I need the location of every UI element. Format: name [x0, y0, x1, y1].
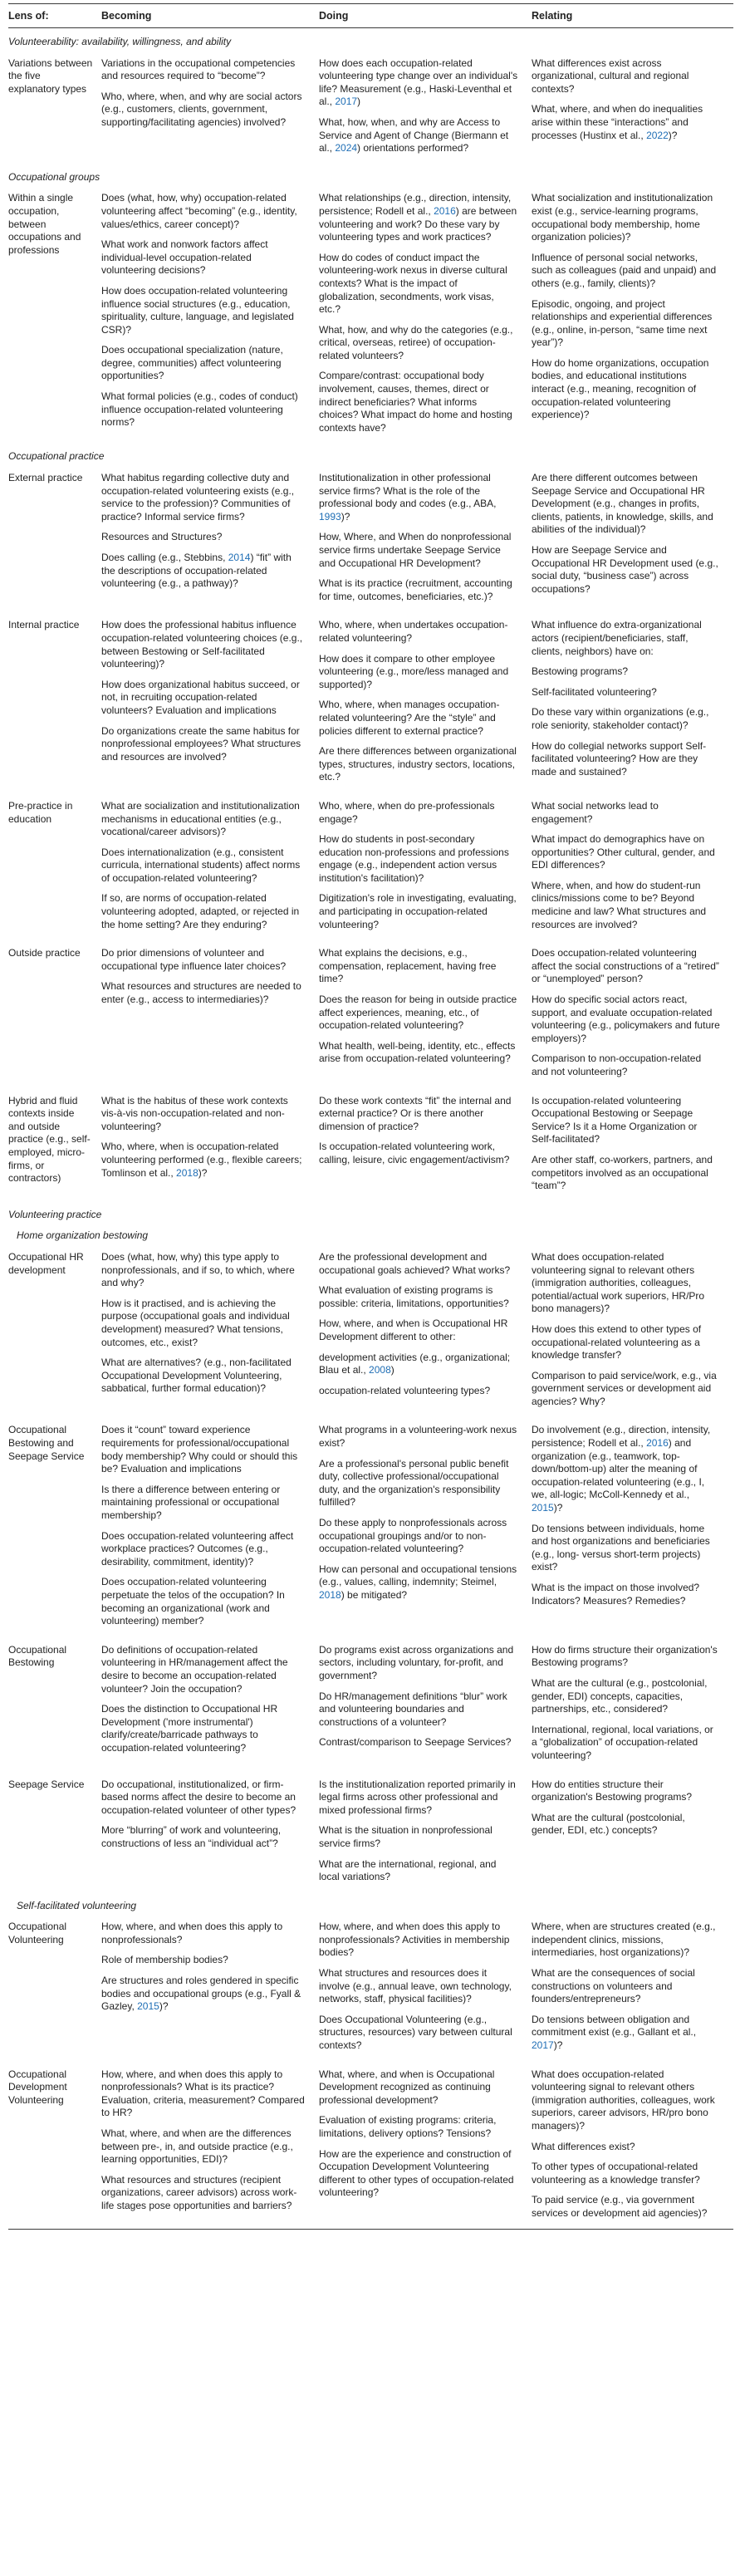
question-paragraph: Digitization's role in investigating, evaluating, and participating in occupation-related volunteering?	[319, 892, 517, 930]
relating-cell	[532, 2061, 733, 2229]
doing-cell	[319, 1913, 532, 2060]
question-paragraph: More “blurring” of work and volunteering, constructions of less an “individual act”?	[101, 1824, 282, 1849]
question-paragraph: Who, where, when do pre-professionals engage?	[319, 799, 495, 825]
question-paragraph: Where, when, and how do student-run clinics/missions come to be? Beyond medicine and law? What structures and resources are involved?	[532, 879, 707, 930]
question-paragraph: What differences exist?	[532, 2140, 635, 2152]
question-paragraph: Does occupation-related volunteering perpetuate the telos of the occupation? In becoming an organizational (work and volunteering) member?	[101, 1576, 285, 1627]
table-row	[8, 2061, 733, 2229]
table-row	[8, 1771, 733, 1892]
question-paragraph: Is the institutionalization reported primarily in legal firms across other professional and mixed professional firms?	[319, 1778, 516, 1816]
becoming-cell	[101, 1416, 319, 1636]
question-paragraph: Who, where, when undertakes occupation-related volunteering?	[319, 619, 508, 644]
relating-cell	[532, 464, 733, 611]
becoming-cell	[101, 1087, 319, 1201]
question-paragraph: Bestowing programs?	[532, 665, 629, 678]
question-paragraph: Resources and Structures?	[101, 531, 223, 543]
header-row	[8, 4, 733, 28]
question-paragraph: Influence of personal social networks, such as colleagues (paid and unpaid) and others (e.g., family, clients)?	[532, 251, 717, 289]
lens-label: Occupational Bestowing	[8, 1643, 67, 1669]
question-paragraph: What is the habitus of these work contexts vis-à-vis non-occupation-related and non-volunteering?	[101, 1094, 288, 1132]
table-row	[8, 184, 733, 443]
header-becoming: Becoming	[101, 4, 319, 28]
becoming-cell	[101, 1913, 319, 2060]
question-paragraph: How do codes of conduct impact the volunteering-work nexus in diverse cultural contexts? What is the impact of globalization, secondments, work visas, etc.?	[319, 251, 507, 316]
question-paragraph: What work and nonwork factors affect individual-level occupation-related volunteering decisions?	[101, 238, 268, 277]
question-paragraph: What, where, and when are the differences between pre-, in, and outside practice (e.g., learning opportunities, EDI)?	[101, 2127, 293, 2166]
relating-cell	[532, 184, 733, 443]
question-paragraph: What, where, and when is Occupational Development recognized as continuing professional development?	[319, 2068, 495, 2106]
question-paragraph: Does Occupational Volunteering (e.g., structures, resources) vary between cultural contexts?	[319, 2013, 512, 2052]
question-paragraph: Do prior dimensions of volunteer and occupational type influence later choices?	[101, 947, 287, 972]
relating-cell	[532, 1636, 733, 1771]
becoming-cell	[101, 792, 319, 940]
becoming-cell	[101, 1636, 319, 1771]
question-paragraph: How, where, and when does this apply to nonprofessionals?	[101, 1921, 283, 1945]
question-paragraph: To other types of occupational-related volunteering as a knowledge transfer?	[532, 2161, 700, 2186]
table-row	[8, 1913, 733, 2060]
question-paragraph: How are Seepage Service and Occupational HR Development used (e.g., social duty, “business case”) across occupations?	[532, 544, 718, 595]
question-paragraph: What evaluation of existing programs is possible: criteria, limitations, opportunities?	[319, 1284, 509, 1309]
question-paragraph: Who, where, when is occupation-related volunteering performed (e.g., flexible careers; Tomlinson et al., 2018)?	[101, 1141, 302, 1179]
question-paragraph: How do collegial networks support Self-facilitated volunteering? How are they made and sustained?	[532, 739, 707, 778]
question-paragraph: What influence do extra-organizational actors (recipient/beneficiaries, staff, clients, neighbors) have on:	[532, 619, 702, 657]
lens-label: Hybrid and fluid contexts inside and outside practice (e.g., self-employed, micro-firms, or contractors)	[8, 1094, 91, 1185]
citation-link[interactable]: 2017	[335, 96, 358, 108]
question-paragraph: Does (what, how, why) this type apply to nonprofessionals, and if so, to which, where and why?	[101, 1250, 295, 1289]
question-paragraph: What are the consequences of social constructions on volunteers and founders/entrepreneurs?	[532, 1967, 695, 2005]
question-paragraph: What is the situation in nonprofessional service firms?	[319, 1824, 493, 1849]
question-paragraph: How does the professional habitus influence occupation-related volunteering choices (e.g., between Bestowing or Self-facilitated volunteering)?	[101, 619, 303, 670]
lens-label: Occupational Bestowing and Seepage Service	[8, 1424, 85, 1462]
question-paragraph: How do students in post-secondary education non-professions and professions engage (e.g., independent action versus institution's facilitation)?	[319, 833, 509, 884]
doing-cell	[319, 50, 532, 164]
table-row	[8, 940, 733, 1087]
question-paragraph: To paid service (e.g., via government services or development aid agencies)?	[532, 2194, 708, 2219]
header-lens-of: Lens of:	[8, 4, 101, 28]
section-title: Occupational practice	[8, 450, 105, 463]
table-header	[8, 4, 733, 28]
question-paragraph: How do entities structure their organization's Bestowing programs?	[532, 1778, 693, 1803]
question-paragraph: What is the impact on those involved? Indicators? Measures? Remedies?	[532, 1582, 700, 1607]
question-paragraph: How does organizational habitus succeed, or not, in recruiting occupation-related volunteers? Evaluation and implications	[101, 678, 300, 716]
relating-cell	[532, 1416, 733, 1636]
citation-link[interactable]: 2018	[319, 1589, 341, 1601]
question-paragraph: How does this extend to other types of occupational-related volunteering as a knowledge transfer?	[532, 1322, 702, 1362]
becoming-cell	[101, 1771, 319, 1892]
becoming-cell	[101, 50, 319, 164]
question-paragraph: How, where, and when does this apply to nonprofessionals? What is its practice? Evaluation, criteria, measurement? Compared to HR?	[101, 2068, 305, 2119]
question-paragraph: Does occupation-related volunteering affect the social constructions of a “retired” or “unemployed” person?	[532, 947, 719, 985]
question-paragraph: What, how, when, and why are Access to Service and Agent of Change (Biermann et al., 2024) orientations performed?	[319, 115, 509, 155]
relating-cell	[532, 1913, 733, 2060]
question-paragraph: Does the distinction to Occupational HR Development ('more instrumental') clarify/create/barricade pathways to occupation-related volunteering?	[101, 1703, 278, 1754]
question-paragraph: What differences exist across organizational, cultural and regional contexts?	[532, 56, 689, 95]
question-paragraph: Does occupation-related volunteering affect workplace practices? Outcomes (e.g., desirability, commitment, identity)?	[101, 1529, 294, 1568]
doing-cell	[319, 1416, 532, 1636]
table-row	[8, 1636, 733, 1771]
question-paragraph: What explains the decisions, e.g., compensation, replacement, having free time?	[319, 947, 497, 985]
section-title: Volunteerability: availability, willingness, and ability	[8, 36, 232, 47]
question-paragraph: Does calling (e.g., Stebbins, 2014) “fit” with the descriptions of occupation-related volunteering (e.g., a pathway)?	[101, 552, 292, 590]
question-paragraph: What impact do demographics have on opportunities? Other cultural, gender, and EDI differences?	[532, 833, 715, 871]
lens-label: Occupational Volunteering	[8, 1921, 67, 1945]
question-paragraph: Do tensions between individuals, home and host organizations and beneficiaries (e.g., long- versus short-term projects) exist?	[532, 1522, 710, 1573]
question-paragraph: Do tensions between obligation and commitment exist (e.g., Gallant et al., 2017)?	[532, 2013, 697, 2052]
header-relating: Relating	[532, 4, 733, 28]
relating-cell	[532, 1087, 733, 1201]
section-title-row	[8, 1201, 733, 1223]
question-paragraph: What are the international, regional, and local variations?	[319, 1857, 497, 1883]
doing-cell	[319, 1244, 532, 1417]
question-paragraph: Does (what, how, why) occupation-related volunteering affect “becoming” (e.g., identity, values/ethics, career concept)?	[101, 192, 297, 230]
section-title-row	[8, 443, 733, 464]
question-paragraph: Does the reason for being in outside practice affect experiences, meaning, etc., of occupation-related volunteering?	[319, 994, 517, 1032]
lens-label: Outside practice	[8, 947, 81, 959]
doing-cell	[319, 940, 532, 1087]
relating-cell	[532, 940, 733, 1087]
question-paragraph: How does occupation-related volunteering influence social structures (e.g., education, spirituality, culture, language, and legislated CSR)?	[101, 284, 294, 336]
table-row	[8, 1087, 733, 1201]
question-paragraph: Who, where, when manages occupation-related volunteering? Are the “style” and policies different to external practice?	[319, 699, 500, 737]
question-paragraph: Is occupation-related volunteering Occupational Bestowing or Seepage Service? Is it a Home Organization or Self-facilitated?	[532, 1094, 698, 1146]
question-paragraph: Is there a difference between entering or maintaining professional or occupational membership?	[101, 1483, 281, 1522]
question-paragraph: How do specific social actors react, support, and evaluate occupation-related volunteering (e.g., policymakers and future employers)?	[532, 994, 720, 1044]
question-paragraph: Self-facilitated volunteering?	[532, 685, 657, 698]
question-paragraph: How can personal and occupational tensions (e.g., values, calling, indemnity; Steimel, 2018) be mitigated?	[319, 1563, 517, 1601]
citation-link[interactable]: 1993	[319, 510, 341, 523]
question-paragraph: development activities (e.g., organizational; Blau et al., 2008)	[319, 1351, 511, 1376]
question-paragraph: occupation-related volunteering types?	[319, 1384, 491, 1396]
question-paragraph: Do definitions of occupation-related volunteering in HR/management affect the desire to become an occupation-related volunteer? Join the occupation?	[101, 1643, 288, 1695]
question-paragraph: Is occupation-related volunteering work, calling, leisure, civic engagement/activism?	[319, 1141, 510, 1165]
table-row	[8, 464, 733, 611]
question-paragraph: Are the professional development and occupational goals achieved? What works?	[319, 1250, 511, 1276]
question-paragraph: How does each occupation-related volunteering type change over an individual's life? Measurement (e.g., Haski-Leventhal et al., 2017)	[319, 56, 518, 108]
question-paragraph: Do HR/management definitions “blur” work and volunteering boundaries and constructions of a volunteer?	[319, 1690, 507, 1728]
citation-link[interactable]: 2015	[532, 1502, 554, 1514]
question-paragraph: Where, when are structures created (e.g., independent clinics, missions, intermediaries, host organizations)?	[532, 1921, 716, 1959]
question-paragraph: Do these vary within organizations (e.g., role seniority, stakeholder contact)?	[532, 706, 709, 731]
question-paragraph: How, where, and when does this apply to nonprofessionals? Activities in membership bodies?	[319, 1921, 510, 1959]
question-paragraph: How are the experience and construction of Occupation Development Volunteering different to other types of occupation-related volunteering?	[319, 2147, 514, 2199]
doing-cell	[319, 1636, 532, 1771]
becoming-cell	[101, 464, 319, 611]
question-paragraph: Do occupational, institutionalized, or firm-based norms affect the desire to become an occupation-related volunteer of other types?	[101, 1778, 296, 1816]
question-paragraph: How do firms structure their organization's Bestowing programs?	[532, 1643, 718, 1669]
section-title-row	[8, 164, 733, 185]
section-title: Occupational groups	[8, 170, 100, 183]
section-title: Volunteering practice	[8, 1208, 102, 1220]
relating-cell	[532, 1244, 733, 1417]
citation-link[interactable]: 2015	[137, 2000, 159, 2013]
becoming-cell	[101, 1244, 319, 1417]
question-paragraph: What are the cultural (e.g., postcolonial, gender, EDI) concepts, capacities, partnerships, etc., considered?	[532, 1676, 708, 1715]
lens-label: Within a single occupation, between occupations and professions	[8, 192, 81, 256]
question-paragraph: International, regional, local variations, or a “globalization” of occupation-related volunteering?	[532, 1723, 713, 1761]
doing-cell	[319, 184, 532, 443]
question-paragraph: How, Where, and When do nonprofessional service firms undertake Seepage Service and Occupational HR Development?	[319, 531, 512, 569]
becoming-cell	[101, 184, 319, 443]
table-row	[8, 611, 733, 792]
section-title-row	[8, 1892, 733, 1914]
question-paragraph: What socialization and institutionalization exist (e.g., service-learning programs, occupational body membership, home organization policies)?	[532, 192, 713, 243]
question-paragraph: Do organizations create the same habitus for nonprofessional employees? What structures and resources are involved?	[101, 724, 301, 763]
question-paragraph: What are the cultural (postcolonial, gender, EDI, etc.) concepts?	[532, 1811, 685, 1837]
question-paragraph: If so, are norms of occupation-related volunteering adopted, adapted, or rejected in the home setting? Are they enduring?	[101, 892, 300, 930]
section-title: Home organization bestowing	[17, 1229, 149, 1242]
question-paragraph: Who, where, when, and why are social actors (e.g., customers, clients, government, supporting/facilitating agencies) involved?	[101, 90, 302, 128]
question-paragraph: Are other staff, co-workers, partners, and competitors involved as an occupational “team”?	[532, 1153, 713, 1192]
research-agenda-table	[8, 3, 733, 2230]
question-paragraph: Do programs exist across organizations and sectors, including voluntary, for-profit, and government?	[319, 1643, 514, 1681]
question-paragraph: Variations in the occupational competencies and resources required to “become”?	[101, 56, 296, 82]
question-paragraph: Does internationalization (e.g., consistent curricula, international students) affect norms of occupation-related volunteering?	[101, 846, 301, 884]
citation-link[interactable]: 2016	[646, 1437, 669, 1450]
doing-cell	[319, 464, 532, 611]
question-paragraph: What does occupation-related volunteering signal to relevant others (immigration authorities, colleagues, potential/actual work superiors, HR/Pro bono managers)?	[532, 1250, 705, 1315]
becoming-cell	[101, 2061, 319, 2229]
question-paragraph: Do involvement (e.g., direction, intensity, persistence; Rodell et al., 2016) and organization (e.g., teamwork, top-down/bottom-up) alter the meaning of occupation-related volunteering (e.g., I, we, all-logic; McColl-Kennedy et al., 2015)?	[532, 1424, 711, 1514]
table-row	[8, 1416, 733, 1636]
header-doing: Doing	[319, 4, 532, 28]
question-paragraph: What relationships (e.g., direction, intensity, persistence; Rodell et al., 2016) are between volunteering and work? Do these vary by volunteering types and work practices?	[319, 192, 517, 243]
becoming-cell	[101, 940, 319, 1087]
becoming-cell	[101, 611, 319, 792]
lens-label: External practice	[8, 472, 83, 484]
question-paragraph: What does occupation-related volunteering signal to relevant others (immigration authorities, colleagues, work superiors, career advisors, HR/pro bono managers)?	[532, 2068, 715, 2132]
question-paragraph: Does it “count” toward experience requirements for professional/occupational body membership? Why could or should this be? Evaluation and implications	[101, 1424, 298, 1475]
question-paragraph: Contrast/comparison to Seepage Services?	[319, 1736, 512, 1749]
question-paragraph: Do these apply to nonprofessionals across occupational groupings and/or to non-occupation-related volunteering?	[319, 1517, 507, 1555]
question-paragraph: Are there differences between organizational types, structures, industry sectors, locations, etc.?	[319, 745, 517, 783]
lens-label: Internal practice	[8, 619, 80, 631]
doing-cell	[319, 2061, 532, 2229]
question-paragraph: What, where, and when do inequalities arise within these “interactions” and processes (Hustinx et al., 2022)?	[532, 103, 703, 141]
doing-cell	[319, 792, 532, 940]
section-title-row	[8, 1222, 733, 1244]
relating-cell	[532, 611, 733, 792]
question-paragraph: What health, well-being, identity, etc., effects arise from occupation-related volunteering?	[319, 1039, 516, 1065]
table-body	[8, 28, 733, 2230]
question-paragraph: Episodic, ongoing, and project relationships and experiential differences (e.g., online, in-person, “same time next year”)?	[532, 297, 713, 349]
relating-cell	[532, 792, 733, 940]
lens-label: Occupational HR development	[8, 1250, 84, 1276]
question-paragraph: What social networks lead to engagement?	[532, 799, 659, 825]
question-paragraph: Do these work contexts “fit” the internal and external practice? Or is there another dimension of practice?	[319, 1094, 512, 1132]
doing-cell	[319, 611, 532, 792]
question-paragraph: What resources and structures (recipient organizations, career advisors) across work-life stages pose opportunities and barriers?	[101, 2173, 297, 2211]
question-paragraph: What programs in a volunteering-work nexus exist?	[319, 1424, 517, 1450]
question-paragraph: What formal policies (e.g., codes of conduct) influence occupation-related volunteering norms?	[101, 390, 298, 429]
question-paragraph: What are alternatives? (e.g., non-facilitated Occupational Development Volunteering, sabbatical, further formal education)?	[101, 1357, 292, 1395]
question-paragraph: What are socialization and institutionalization mechanisms in educational entities (e.g., vocational/career advisors)?	[101, 799, 300, 838]
question-paragraph: What resources and structures are needed to enter (e.g., access to intermediaries)?	[101, 980, 301, 1006]
lens-label: Pre-practice in education	[8, 799, 73, 825]
doing-cell	[319, 1771, 532, 1892]
question-paragraph: Are structures and roles gendered in specific bodies and occupational groups (e.g., Fyall & Gazley, 2015)?	[101, 1975, 301, 2013]
question-paragraph: Comparison to non-occupation-related and not volunteering?	[532, 1052, 702, 1077]
lens-label: Seepage Service	[8, 1778, 85, 1790]
question-paragraph: How does it compare to other employee volunteering (e.g., more/less managed and supported)?	[319, 652, 509, 690]
citation-link[interactable]: 2016	[434, 204, 456, 217]
citation-link[interactable]: 2018	[176, 1166, 198, 1179]
question-paragraph: Role of membership bodies?	[101, 1954, 228, 1966]
question-paragraph: What habitus regarding collective duty and occupation-related volunteering exists (e.g., service to the profession)? Communities of practice? Informal service firms?	[101, 472, 295, 523]
citation-link[interactable]: 2008	[369, 1364, 391, 1376]
question-paragraph: Comparison to paid service/work, e.g., via government services or development aid agencies? Why?	[532, 1369, 717, 1407]
question-paragraph: What is its practice (recruitment, accounting for time, outcomes, beneficiaries, etc.)?	[319, 577, 512, 602]
question-paragraph: How is it practised, and is achieving the purpose (occupational goals and individual development) measured? What tensions, outcomes, etc., exist?	[101, 1297, 290, 1348]
citation-link[interactable]: 2017	[532, 2039, 554, 2052]
lens-label: Variations between the five explanatory types	[8, 56, 93, 95]
question-paragraph: What structures and resources does it involve (e.g., annual leave, own technology, networks, staff, physical facilities)?	[319, 1967, 512, 2005]
section-title-row	[8, 28, 733, 50]
table-row	[8, 1244, 733, 1417]
relating-cell	[532, 50, 733, 164]
table-row	[8, 792, 733, 940]
question-paragraph: How, where, and when is Occupational HR Development different to other:	[319, 1317, 508, 1342]
citation-link[interactable]: 2022	[646, 129, 669, 141]
relating-cell	[532, 1771, 733, 1892]
question-paragraph: Evaluation of existing programs: criteria, limitations, delivery options? Tensions?	[319, 2114, 497, 2139]
question-paragraph: Are a professional's personal public benefit duty, collective professional/occupational duty, and the organization's responsibility fulfilled?	[319, 1457, 509, 1509]
section-title: Self-facilitated volunteering	[17, 1899, 137, 1911]
doing-cell	[319, 1087, 532, 1201]
question-paragraph: Does occupational specialization (nature, degree, communities) affect volunteering opportunities?	[101, 344, 283, 382]
question-paragraph: How do home organizations, occupation bodies, and educational institutions interact (e.g., meaning, recognition of occupation-related volunteering experience)?	[532, 356, 709, 421]
question-paragraph: Are there different outcomes between Seepage Service and Occupational HR Development (e.g., changes in profits, clients, patients, in knowledge, skills, and abilities of the individual)?	[532, 472, 713, 536]
lens-label: Occupational Development Volunteering	[8, 2068, 67, 2106]
question-paragraph: Institutionalization in other professional service firms? What is the role of the professional body and codes (e.g., ABA, 1993)?	[319, 472, 497, 523]
citation-link[interactable]: 2014	[228, 552, 251, 563]
citation-link[interactable]: 2024	[335, 142, 358, 155]
table-row	[8, 50, 733, 164]
question-paragraph: Compare/contrast: occupational body involvement, causes, themes, direct or indirect beneficiaries? What informs choices? What impact do home and hosting contexts have?	[319, 370, 512, 434]
question-paragraph: What, how, and why do the categories (e.g., critical, overseas, retiree) of occupation-related volunteers?	[319, 323, 513, 361]
